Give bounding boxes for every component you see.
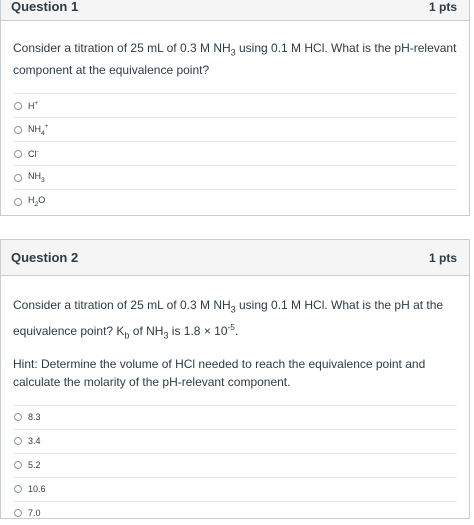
radio-button-icon[interactable]: [14, 413, 22, 421]
answer-label: $H_2O$: [28, 195, 46, 209]
answer-label: H+: [28, 100, 39, 112]
radio-button-icon[interactable]: [14, 102, 22, 110]
answer-option[interactable]: [13, 189, 457, 213]
answer-label: $NH_3$: [28, 171, 45, 185]
radio-button-icon[interactable]: [14, 461, 22, 469]
question-points: 1 pts: [428, 0, 457, 14]
question-header: [1, 240, 469, 276]
answer-option[interactable]: [13, 165, 457, 189]
answer-label: 3.4: [28, 436, 41, 447]
answer-option[interactable]: [13, 453, 457, 477]
radio-button-icon[interactable]: [14, 126, 22, 134]
radio-button-icon[interactable]: [14, 437, 22, 445]
question-title: Question 1: [11, 0, 79, 14]
answer-option[interactable]: [13, 141, 457, 165]
radio-button-icon[interactable]: [14, 485, 22, 493]
question-header: [1, 0, 469, 21]
answer-label: $NH_4^+$: [28, 122, 49, 137]
question-2-card: [0, 239, 470, 519]
answer-label: 5.2: [28, 460, 41, 471]
radio-button-icon[interactable]: [14, 150, 22, 158]
question-title: Question 2: [11, 250, 79, 265]
question-text: Consider a titration of 25 mL of 0.3 M $NH_3$ using 0.1 M HCl. What is the pH at the equivalence point? $K_b$ of $NH_3$ is $1.8 \times 10^{-5}$.: [13, 298, 444, 341]
radio-button-icon[interactable]: [14, 509, 22, 517]
question-points: 1 pts: [428, 250, 457, 265]
answer-list: [13, 93, 457, 213]
question-text: Consider a titration of 25 mL of 0.3 M $NH_3$ using 0.1 M HCl. What is the pH-relevant component at the equivalence point?: [13, 41, 457, 78]
answer-label: 8.3: [28, 412, 41, 423]
answer-option[interactable]: [13, 477, 457, 501]
answer-option[interactable]: [13, 405, 457, 429]
radio-button-icon[interactable]: [14, 174, 22, 182]
answer-list: [13, 405, 457, 525]
answer-option[interactable]: [13, 117, 457, 141]
answer-option[interactable]: [13, 93, 457, 117]
answer-label: 10.6: [28, 484, 46, 495]
question-1-card: [0, 0, 470, 216]
answer-label: 7.0: [28, 508, 41, 519]
answer-option[interactable]: [13, 429, 457, 453]
question-hint: Hint: Determine the volume of HCl needed to reach the equivalence point and calculate the molarity of the pH-relevant component.: [13, 356, 426, 389]
answer-option[interactable]: [13, 501, 457, 525]
answer-label: Cl-: [28, 148, 39, 160]
radio-button-icon[interactable]: [14, 198, 22, 206]
